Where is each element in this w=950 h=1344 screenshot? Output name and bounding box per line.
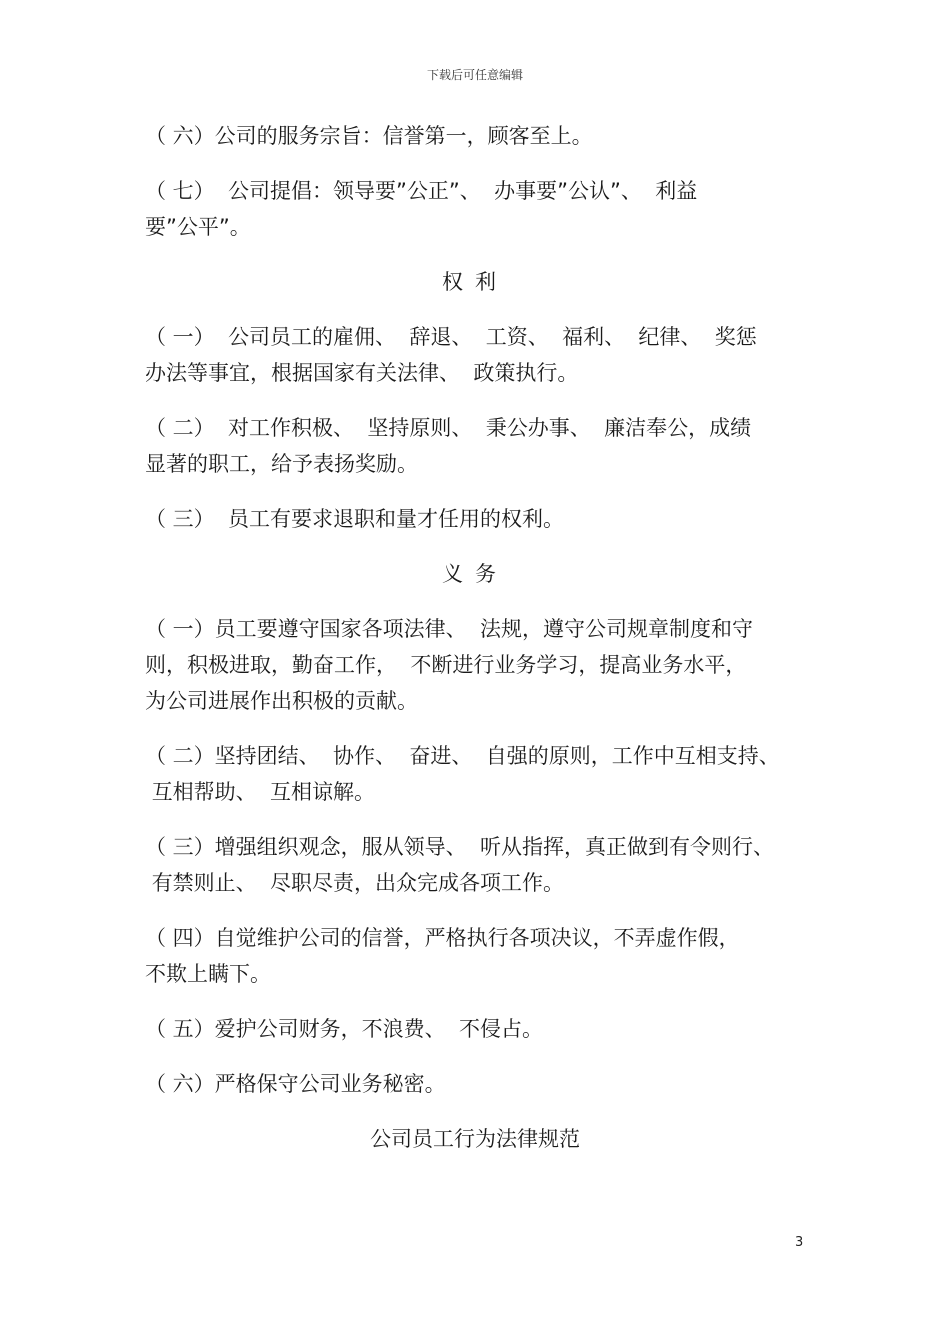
duties-item-1: （ 一）员工要遵守国家各项法律、 法规，遵守公司规章制度和守 则，积极进取，勤奋工作， 不断进行业务学习，提高业务水平， 为公司进展作出积极的贡献。 bbox=[145, 617, 754, 713]
top-item-7: （ 七） 公司提倡：领导要”公正”、 办事要”公认”、 利益 要”公平”。 bbox=[145, 179, 698, 239]
duties-heading: 义务 bbox=[442, 562, 508, 586]
rights-item-2: （ 二） 对工作积极、 坚持原则、 秉公办事、 廉洁奉公，成绩 显著的职工，给予表扬奖励。 bbox=[145, 416, 752, 476]
page-number: 3 bbox=[795, 1235, 804, 1250]
duties-item-6: （ 六）严格保守公司业务秘密。 bbox=[145, 1072, 446, 1096]
duties-item-3: （ 三）增强组织观念，服从领导、 听从指挥，真正做到有令则行、 有禁则止、 尽职尽责，出众完成各项工作。 bbox=[145, 835, 775, 895]
duties-item-5: （ 五）爱护公司财务，不浪费、 不侵占。 bbox=[145, 1017, 544, 1041]
rights-item-1: （ 一） 公司员工的雇佣、 辞退、 工资、 福利、 纪律、 奖惩 办法等事宜，根据国家有关法律、 政策执行。 bbox=[145, 325, 757, 385]
section-title: 公司员工行为法律规范 bbox=[370, 1127, 580, 1151]
top-item-6: （ 六）公司的服务宗旨：信誉第一，顾客至上。 bbox=[145, 124, 593, 148]
duties-item-2: （ 二）坚持团结、 协作、 奋进、 自强的原则，工作中互相支持、 互相帮助、 互相谅解。 bbox=[145, 744, 780, 804]
duties-item-4: （ 四）自觉维护公司的信誉，严格执行各项决议，不弄虚作假， 不欺上瞒下。 bbox=[145, 926, 740, 986]
header-note: 下载后可任意编辑 bbox=[426, 68, 523, 82]
document-body bbox=[145, 118, 825, 1176]
rights-item-3: （ 三） 员工有要求退职和量才任用的权利。 bbox=[145, 507, 565, 531]
rights-heading: 权利 bbox=[442, 270, 508, 294]
